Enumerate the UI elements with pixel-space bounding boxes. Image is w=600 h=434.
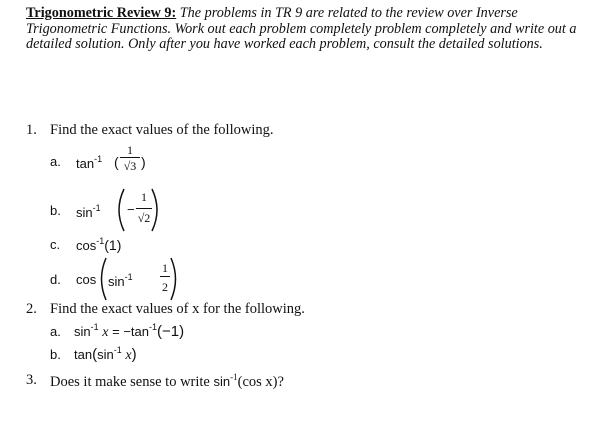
part-1a-func: tan xyxy=(76,156,95,171)
part-1d-func: sin xyxy=(108,274,125,289)
part-2b-outer-func: tan xyxy=(74,347,93,362)
part-1c-label: c. xyxy=(50,237,61,252)
part-2b-var: x xyxy=(125,348,132,363)
part-2b-sup: -1 xyxy=(113,345,122,355)
problem-2-number: 2. xyxy=(26,301,37,317)
part-1b-label: b. xyxy=(50,203,61,218)
part-1d-denominator: 2 xyxy=(162,280,168,294)
part-1b-denominator: √2 xyxy=(137,211,151,225)
problem-3-arg: (cos x) xyxy=(237,374,278,390)
part-2a-sup-2: -1 xyxy=(148,322,157,332)
problem-3-sup: -1 xyxy=(230,372,238,382)
review-title: Trigonometric Review 9: xyxy=(26,5,177,21)
problem-1-number: 1. xyxy=(26,122,37,138)
part-1c-func: cos xyxy=(76,238,97,253)
part-1b-sup: -1 xyxy=(92,203,101,213)
part-2a-expression xyxy=(74,322,184,341)
problem-1-prompt: Find the exact values of the following. xyxy=(50,122,274,138)
part-2a-rhs-arg: (−1) xyxy=(157,323,185,340)
part-1a-denominator: √3 xyxy=(123,159,137,173)
review-description: The problems in TR 9 are related to the review over Inverse Trigonometric Functions. Work out each problem completely problem completely and write out a detailed solution. Only after you have worked each problem, consult the detailed solutions. xyxy=(26,5,577,53)
part-1a-label: a. xyxy=(50,154,61,169)
part-1c-sup: -1 xyxy=(96,236,105,246)
part-2b-label: b. xyxy=(50,347,61,362)
part-1b-sign: − xyxy=(127,202,135,217)
part-2b-expression: $\tan(\sin^{-1}$ x) xyxy=(74,345,137,363)
part-2a-rhs-func: tan xyxy=(130,324,149,339)
part-1a-close-paren: ) xyxy=(141,154,146,170)
part-1d-function xyxy=(108,272,133,289)
problem-3-func: sin xyxy=(213,374,231,389)
part-1b-func: sin xyxy=(76,205,93,220)
part-2a-lhs-func: sin xyxy=(74,324,91,339)
part-2a-label: a. xyxy=(50,324,61,339)
part-2a-var: x xyxy=(102,325,109,340)
part-1d-outer-func: cos xyxy=(76,272,97,287)
part-1a-sup: -1 xyxy=(94,154,103,164)
part-1d-label: d. xyxy=(50,272,61,287)
part-1c-arg: (1) xyxy=(104,237,122,253)
part-2a-sup-1: -1 xyxy=(90,322,99,332)
problem-3-prompt xyxy=(50,372,284,391)
part-1d-fraction-bar xyxy=(160,276,170,277)
part-1d-numerator: 1 xyxy=(162,261,168,275)
part-1b-numerator: 1 xyxy=(141,190,147,204)
problem-3-number: 3. xyxy=(26,372,37,388)
part-1d-sup: -1 xyxy=(124,272,133,282)
part-1a-numerator: 1 xyxy=(127,143,133,157)
part-2b-func: sin xyxy=(97,347,114,362)
problem-3-prompt-text: Does it make sense to write xyxy=(50,374,210,390)
problem-2-prompt: Find the exact values of x for the following. xyxy=(50,301,305,317)
part-2a-equals: = − xyxy=(112,324,131,339)
part-1a-open-paren: ( xyxy=(114,154,119,170)
problem-3-question-mark: ? xyxy=(277,374,284,390)
